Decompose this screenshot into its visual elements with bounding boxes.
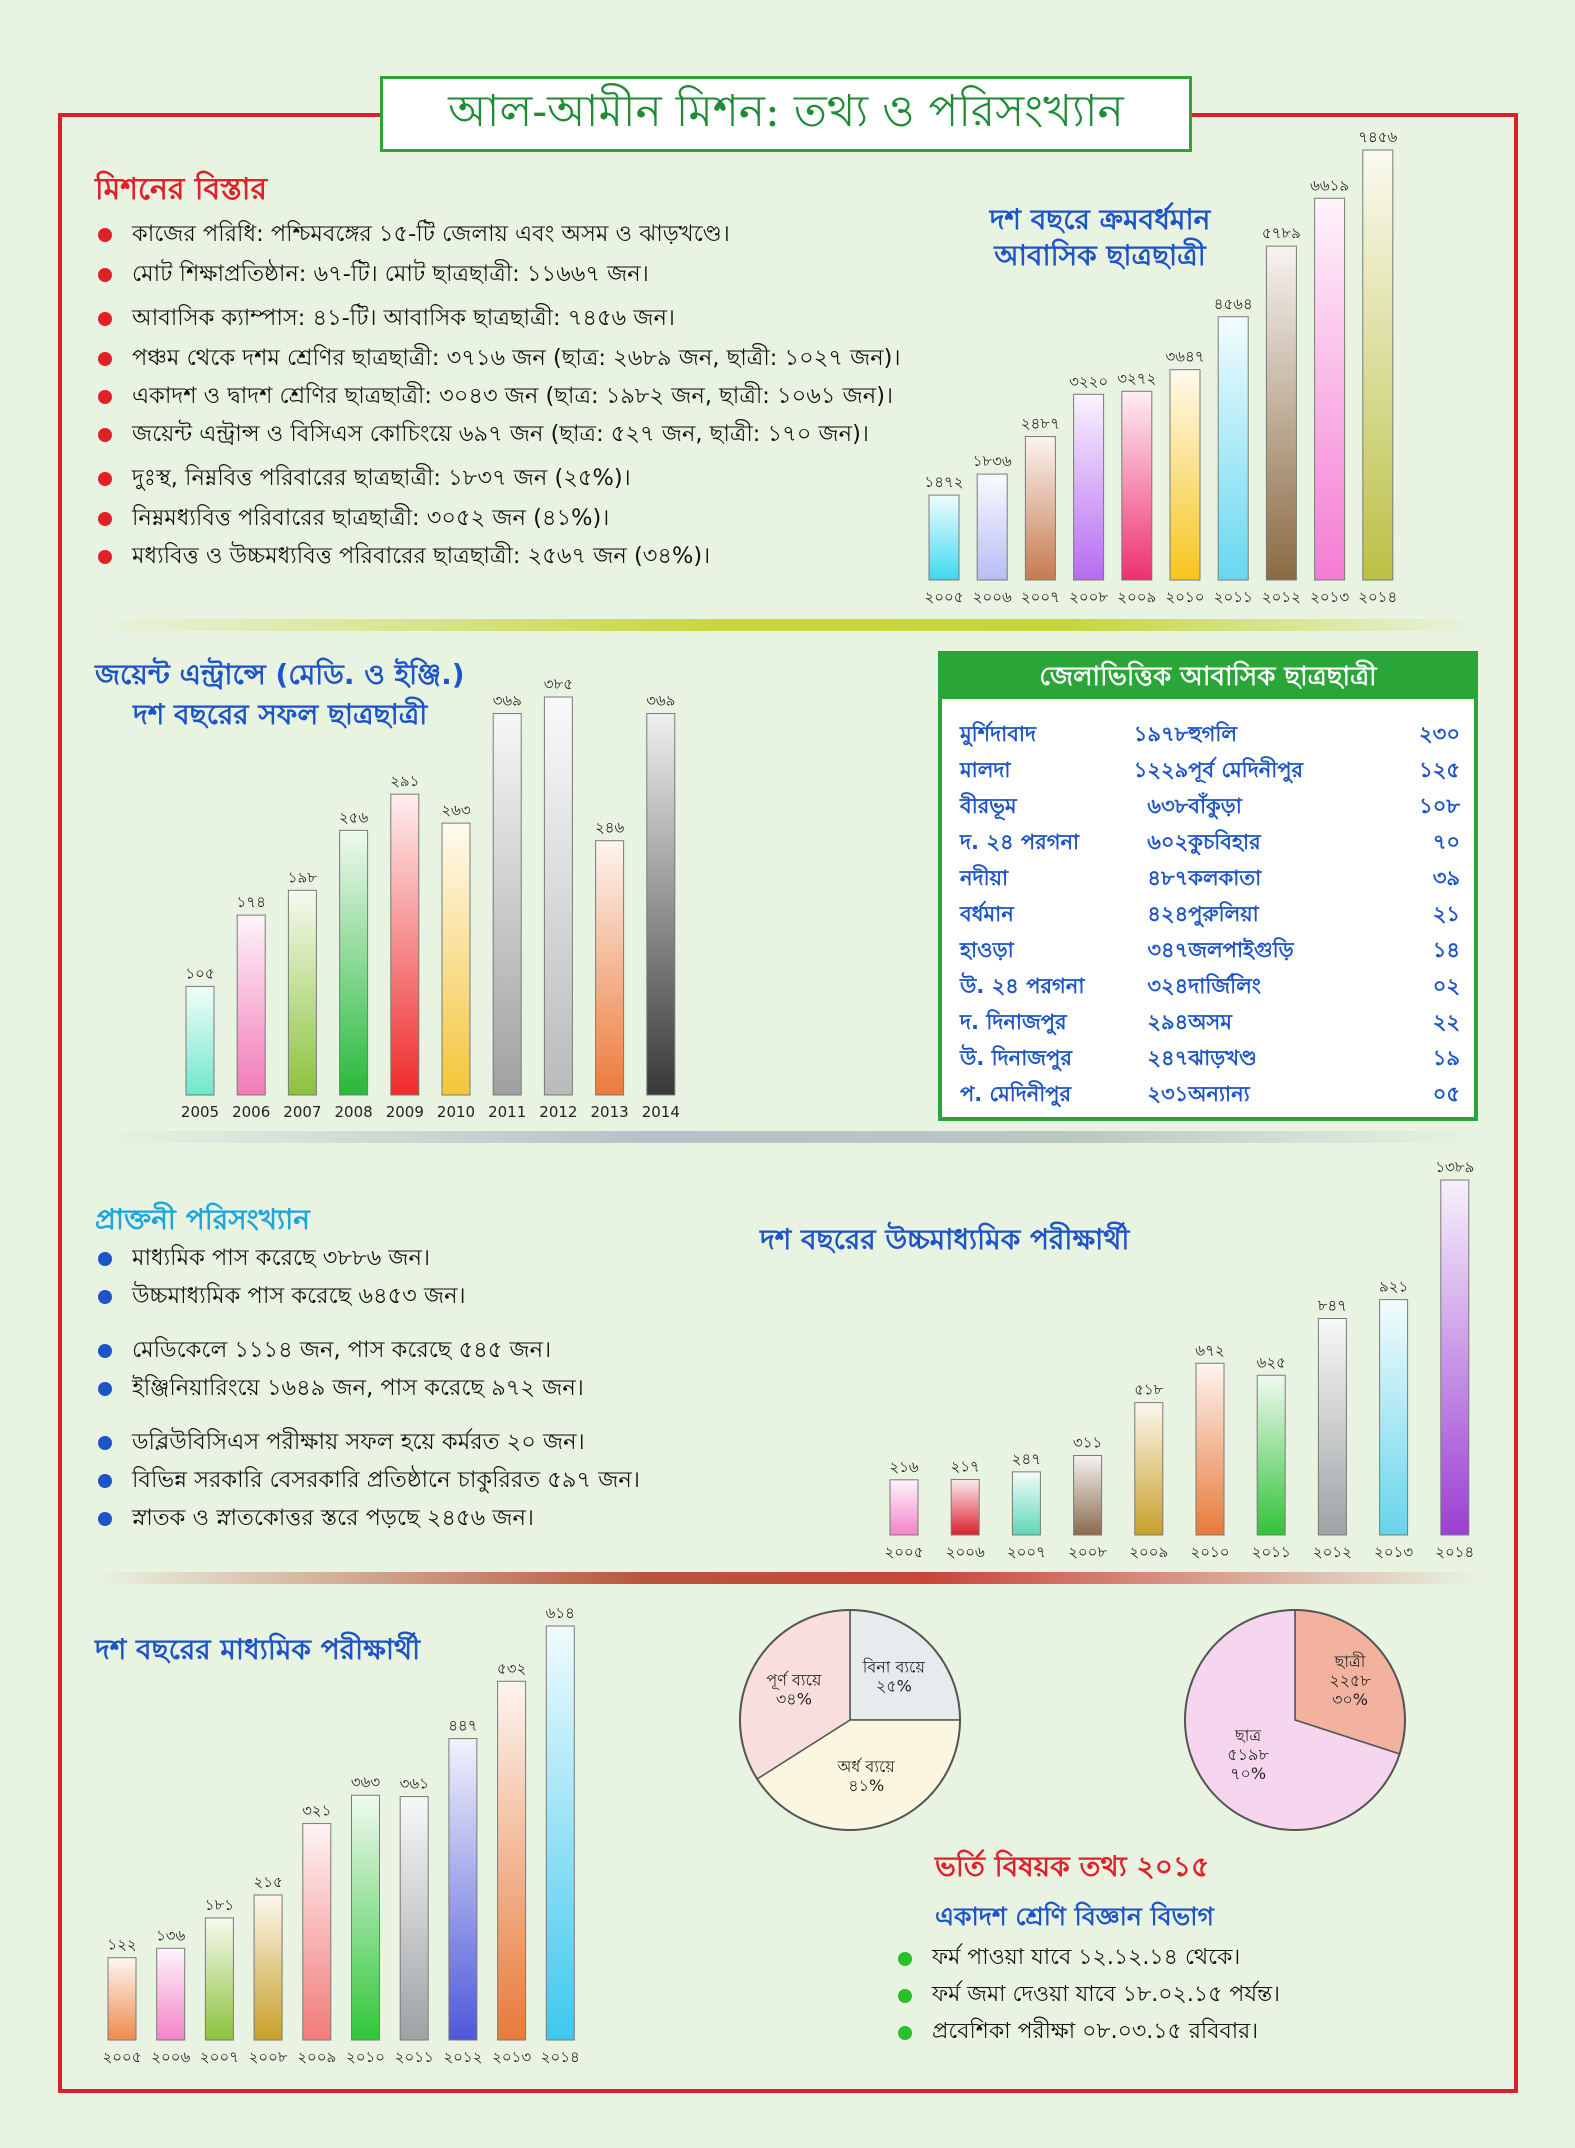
district-name: বর্ধমান	[960, 901, 1014, 926]
district-count: ৩২৪	[1147, 973, 1189, 998]
pie-slice-label: ৫১৯৮	[1227, 1745, 1269, 1765]
bar	[449, 1739, 477, 2040]
pie-slice-label: ছাত্রী	[1334, 1652, 1366, 1672]
alumni-item: মাধ্যমিক পাস করেছে ৩৮৮৬ জন।	[98, 1240, 640, 1278]
bar-value-label: ৬৭২	[1195, 1341, 1225, 1360]
bar-value-label: ৬২৫	[1256, 1353, 1286, 1372]
district-count: ১০৮	[1419, 793, 1460, 818]
x-tick-label: ২০০৬	[972, 588, 1012, 606]
expansion-item: জয়েন্ট এন্ট্রান্স ও বিসিএস কোচিংয়ে ৬৯৭ জন (ছাত্র: ৫২৭ জন, ছাত্রী: ১৭০ জন)।	[98, 416, 901, 460]
divider-1	[95, 619, 1480, 631]
district-count: ০৫	[1432, 1081, 1460, 1106]
bar-value-label: ৪৪৭	[448, 1716, 478, 1735]
district-row	[960, 753, 1460, 789]
district-name: অন্যান্য	[1188, 1081, 1250, 1106]
bar-value-label: ৪৫৬৪	[1213, 294, 1253, 313]
x-tick-label: ২০১১	[1213, 588, 1253, 606]
district-name: কুচবিহার	[1188, 829, 1261, 854]
x-tick-label: ২০০৭	[1006, 1543, 1046, 1561]
bar-value-label: ৩২১	[302, 1801, 332, 1820]
x-tick-label: ২০০৮	[1068, 1543, 1108, 1561]
district-name: ঝাড়খণ্ড	[1188, 1045, 1257, 1070]
expansion-item: মধ্যবিত্ত ও উচ্চমধ্যবিত্ত পরিবারের ছাত্রছাত্রী: ২৫৬৭ জন (৩৪%)।	[98, 538, 901, 576]
bar-value-label: ২৪৭	[1011, 1449, 1042, 1468]
bar-value-label: ২৬৩	[441, 801, 471, 820]
fees-pie-chart	[730, 1600, 970, 1840]
district-box	[938, 651, 1478, 1121]
joint-title-line-1: জয়েন্ট এন্ট্রান্সে (মেডি. ও ইঞ্জি.)	[95, 658, 465, 691]
district-count: ৬৩৮	[1147, 793, 1189, 818]
pie-slice-label: ৭০%	[1230, 1764, 1267, 1784]
district-heading: জেলাভিত্তিক আবাসিক ছাত্রছাত্রী	[942, 655, 1474, 699]
bar-value-label: ৫৩২	[496, 1659, 527, 1678]
bar	[1266, 246, 1296, 580]
expansion-item: কাজের পরিধি: পশ্চিমবঙ্গের ১৫-টি জেলায় এবং অসম ও ঝাড়খণ্ডে।	[98, 216, 901, 256]
district-row	[960, 1005, 1460, 1041]
residential-title-line-1: দশ বছরে ক্রমবর্ধমান	[989, 203, 1211, 236]
district-count: ১৯	[1432, 1045, 1460, 1070]
pie-slice-label: ৩৪%	[775, 1689, 812, 1709]
bar-value-label: ২১৬	[889, 1457, 919, 1476]
x-tick-label: ২০১১	[394, 2048, 434, 2066]
expansion-item: নিম্নমধ্যবিত্ত পরিবারের ছাত্রছাত্রী: ৩০৫২ জন (৪১%)।	[98, 500, 901, 538]
alumni-list	[98, 1240, 640, 1538]
bar	[1218, 317, 1248, 580]
x-tick-label: ২০১৩	[1310, 588, 1350, 606]
district-count: ১২৫	[1419, 757, 1460, 782]
bar-value-label: ৩২২০	[1069, 372, 1109, 391]
alumni-heading: প্রাক্তনী পরিসংখ্যান	[95, 1203, 310, 1236]
district-row	[960, 969, 1460, 1005]
bar	[544, 697, 572, 1095]
pie-slice-label: ছাত্র	[1235, 1726, 1262, 1746]
bar-value-label: ২৫৬	[338, 808, 369, 827]
x-tick-label: ২০১০	[346, 2048, 385, 2066]
alumni-item: বিভিন্ন সরকারি বেসরকারি প্রতিষ্ঠানে চাকুরিরত ৫৯৭ জন।	[98, 1462, 640, 1500]
bar	[1074, 1456, 1102, 1535]
bar-value-label: ৭৪৫৬	[1358, 128, 1398, 146]
district-count: ০২	[1432, 973, 1460, 998]
page-title: আল-আমীন মিশন: তথ্য ও পরিসংখ্যান	[448, 85, 1124, 137]
bar	[186, 986, 214, 1095]
divider-2	[95, 1131, 1480, 1143]
bar-value-label: ৯২১	[1378, 1277, 1409, 1296]
bar	[977, 474, 1007, 580]
bar	[647, 714, 675, 1095]
district-name: বীরভূম	[960, 793, 1017, 818]
district-name: নদীয়া	[960, 865, 1009, 890]
bar-value-label: ৩৬৯	[646, 691, 676, 710]
x-tick-label: ২০০৫	[884, 1543, 924, 1561]
bar	[303, 1824, 331, 2040]
district-count: ২৪৭	[1147, 1045, 1189, 1070]
district-name: মুর্শিদাবাদ	[960, 721, 1037, 746]
district-count: ৩৪৭	[1147, 937, 1189, 962]
x-tick-label: ২০০৫	[924, 588, 964, 606]
x-tick-label: ২০০৯	[1129, 1543, 1169, 1561]
bar	[1257, 1375, 1285, 1535]
district-name: দার্জিলিং	[1188, 973, 1261, 998]
bar	[1170, 370, 1200, 580]
residential-title-line-2: আবাসিক ছাত্রছাত্রী	[994, 239, 1206, 272]
district-count: ২১	[1432, 901, 1460, 926]
bar-value-label: ৮৪৭	[1317, 1296, 1348, 1315]
x-tick-label: ২০১৩	[492, 2048, 532, 2066]
bar	[157, 1948, 185, 2040]
bar-value-label: ১৩৬	[156, 1926, 186, 1945]
x-tick-label: ২০১৪	[540, 2048, 580, 2066]
bar-value-label: ২৯১	[390, 772, 420, 791]
bar	[1363, 150, 1393, 580]
bar	[400, 1797, 428, 2040]
x-tick-label: 2014	[641, 1103, 680, 1121]
district-row	[960, 825, 1460, 861]
pie-slice-label: ৩০%	[1332, 1690, 1369, 1710]
district-row	[960, 1077, 1460, 1113]
district-name: কলকাতা	[1188, 865, 1262, 890]
bar	[929, 495, 959, 580]
alumni-item: স্নাতক ও স্নাতকোত্তর স্তরে পড়ছে ২৪৫৬ জন।	[98, 1500, 640, 1538]
district-count: ৬০২	[1147, 829, 1189, 854]
alumni-item: মেডিকেলে ১১১৪ জন, পাস করেছে ৫৪৫ জন।	[98, 1332, 640, 1370]
bar	[596, 841, 624, 1095]
expansion-item: মোট শিক্ষাপ্রতিষ্ঠান: ৬৭-টি। মোট ছাত্রছাত্রী: ১১৬৬৭ জন।	[98, 256, 901, 300]
bar	[237, 915, 265, 1095]
x-tick-label: ২০১২	[443, 2048, 483, 2066]
x-tick-label: 2011	[488, 1103, 527, 1121]
x-tick-label: ২০০৬	[151, 2048, 191, 2066]
x-tick-label: 2008	[334, 1103, 373, 1121]
district-count: ৩৯	[1432, 865, 1460, 890]
district-name: জলপাইগুড়ি	[1188, 937, 1294, 962]
bar-value-label: ২১৫	[253, 1873, 283, 1892]
district-count: ৪২৪	[1147, 901, 1189, 926]
bar	[205, 1918, 233, 2040]
x-tick-label: 2007	[283, 1103, 322, 1121]
admission-list	[898, 1940, 1280, 2051]
bar-value-label: ৩৬৩	[350, 1773, 381, 1792]
bar-value-label: ৩৬৯	[492, 691, 522, 710]
district-name: অসম	[1188, 1009, 1232, 1034]
bar-value-label: ১৪৭২	[924, 473, 964, 492]
district-row	[960, 1041, 1460, 1077]
bar	[1315, 198, 1345, 580]
bar	[254, 1895, 282, 2040]
bar-value-label: ১০৫	[185, 964, 215, 983]
x-tick-label: ২০১২	[1312, 1543, 1352, 1561]
x-tick-label: ২০০৬	[945, 1543, 985, 1561]
district-row	[960, 789, 1460, 825]
district-count: ১৯৭৮	[1133, 721, 1189, 746]
bar	[1318, 1319, 1346, 1535]
district-name: উ. ২৪ পরগনা	[960, 973, 1085, 998]
district-count: ৭০	[1432, 829, 1460, 854]
bar-value-label: ১২২	[107, 1935, 137, 1954]
district-name: মালদা	[960, 757, 1011, 782]
district-name: বাঁকুড়া	[1188, 793, 1242, 818]
district-name: পুরুলিয়া	[1188, 901, 1259, 926]
x-tick-label: ২০০৭	[199, 2048, 239, 2066]
district-row	[960, 897, 1460, 933]
x-tick-label: 2013	[590, 1103, 629, 1121]
expansion-list	[98, 216, 901, 576]
district-row	[960, 717, 1460, 753]
joint-entrance-chart	[160, 665, 760, 1135]
x-tick-label: ২০১০	[1165, 588, 1205, 606]
admission-subtitle: একাদশ শ্রেণি বিজ্ঞান বিভাগ	[935, 1902, 1214, 1931]
bar-value-label: ১৩৮৯	[1435, 1158, 1475, 1176]
bar-value-label: ২৪৬	[594, 818, 625, 837]
x-tick-label: 2005	[180, 1103, 220, 1121]
district-name: হুগলি	[1188, 721, 1238, 746]
bar	[1441, 1180, 1469, 1535]
bar	[1196, 1363, 1224, 1535]
bar	[340, 830, 368, 1095]
district-count: ১২২৯	[1133, 757, 1189, 782]
district-name: প. মেদিনীপুর	[960, 1081, 1072, 1106]
bar	[493, 714, 521, 1095]
expansion-item: একাদশ ও দ্বাদশ শ্রেণির ছাত্রছাত্রী: ৩০৪৩ জন (ছাত্র: ১৯৮২ জন, ছাত্রী: ১০৬১ জন)।	[98, 378, 901, 416]
pie-slice-label: ২৫%	[875, 1676, 912, 1696]
bar	[442, 823, 470, 1095]
bar	[108, 1958, 136, 2040]
admission-item: ফর্ম পাওয়া যাবে ১২.১২.১৪ থেকে।	[898, 1940, 1280, 1977]
bar-value-label: ৫৭৮৯	[1261, 224, 1301, 243]
district-row	[960, 933, 1460, 969]
joint-title-line-2: দশ বছরের সফল ছাত্রছাত্রী	[133, 698, 428, 731]
pie-slice-label: অর্ধ ব্যয়ে	[837, 1757, 895, 1777]
x-tick-label: ২০০৭	[1020, 588, 1060, 606]
secondary-chart-title: দশ বছরের মাধ্যমিক পরীক্ষার্থী	[95, 1633, 421, 1666]
x-tick-label: ২০০৯	[297, 2048, 337, 2066]
bar	[1380, 1300, 1408, 1535]
bar	[951, 1480, 979, 1535]
bar-value-label: ১৮১	[204, 1895, 235, 1914]
x-tick-label: 2006	[232, 1103, 271, 1121]
bar-value-label: ২৪৮৭	[1020, 414, 1060, 433]
bar	[1025, 437, 1055, 580]
x-tick-label: ২০১০	[1190, 1543, 1230, 1561]
alumni-item: ডব্লিউবিসিএস পরীক্ষায় সফল হয়ে কর্মরত ২০ জন।	[98, 1424, 640, 1462]
bar	[352, 1795, 380, 2040]
bar-value-label: ৩২৭২	[1117, 369, 1157, 388]
district-count: ২৩১	[1147, 1081, 1189, 1106]
district-count: ১৪	[1432, 937, 1460, 962]
admission-item: প্রবেশিকা পরীক্ষা ০৮.০৩.১৫ রবিবার।	[898, 2014, 1280, 2051]
x-tick-label: ২০০৮	[1069, 588, 1109, 606]
expansion-item: আবাসিক ক্যাম্পাস: ৪১-টি। আবাসিক ছাত্রছাত্রী: ৭৪৫৬ জন।	[98, 300, 901, 340]
bar	[288, 890, 316, 1095]
bar	[1012, 1472, 1040, 1535]
bar-value-label: ৩৬৪৭	[1165, 347, 1205, 366]
bar	[391, 794, 419, 1095]
x-tick-label: ২০১৩	[1374, 1543, 1414, 1561]
bar-value-label: ৬৬১৯	[1310, 176, 1350, 195]
district-table	[960, 717, 1460, 1113]
x-tick-label: 2012	[539, 1103, 578, 1121]
pie-slice-label: পূর্ণ ব্যয়ে	[766, 1670, 822, 1690]
bar-value-label: ৩৮৫	[543, 675, 574, 693]
bar	[1135, 1403, 1163, 1535]
x-tick-label: ২০১১	[1251, 1543, 1291, 1561]
bar-value-label: ১৭৪	[236, 893, 266, 912]
district-name: পূর্ব মেদিনীপুর	[1188, 757, 1304, 782]
district-name: দ. ২৪ পরগনা	[960, 829, 1080, 854]
bar-value-label: ৩১১	[1072, 1433, 1103, 1452]
bar-value-label: ৬১৪	[545, 1604, 575, 1622]
pie-slice-label: বিনা ব্যয়ে	[862, 1657, 925, 1677]
bar	[1122, 391, 1152, 580]
bar-value-label: ১৮৩৬	[972, 452, 1012, 471]
x-tick-label: ২০১৪	[1435, 1543, 1475, 1561]
bar-value-label: ১৯৮	[287, 868, 318, 887]
x-tick-label: 2009	[385, 1103, 424, 1121]
bar	[546, 1626, 574, 2040]
admission-title: ভর্তি বিষয়ক তথ্য ২০১৫	[935, 1850, 1210, 1883]
divider-3	[95, 1572, 1480, 1584]
x-tick-label: ২০০৮	[248, 2048, 288, 2066]
bar-value-label: ৩৬১	[399, 1774, 429, 1793]
admission-item: ফর্ম জমা দেওয়া যাবে ১৮.০২.১৫ পর্যন্ত।	[898, 1977, 1280, 2014]
hs-chart-title: দশ বছরের উচ্চমাধ্যমিক পরীক্ষার্থী	[760, 1223, 1130, 1256]
expansion-item: পঞ্চম থেকে দশম শ্রেণির ছাত্রছাত্রী: ৩৭১৬ জন (ছাত্র: ২৬৮৯ জন, ছাত্রী: ১০২৭ জন)।	[98, 340, 901, 378]
district-count: ২৯৪	[1147, 1009, 1189, 1034]
bar-value-label: ২১৭	[950, 1457, 980, 1476]
pie-slice-label: ৪১%	[848, 1776, 885, 1796]
x-tick-label: ২০০৫	[102, 2048, 142, 2066]
residential-chart	[915, 120, 1495, 610]
expansion-heading: মিশনের বিস্তার	[95, 172, 267, 207]
alumni-item: উচ্চমাধ্যমিক পাস করেছে ৬৪৫৩ জন।	[98, 1278, 640, 1332]
bar-value-label: ৫১৮	[1134, 1380, 1164, 1399]
higher-secondary-chart	[870, 1150, 1490, 1570]
district-name: দ. দিনাজপুর	[960, 1009, 1067, 1034]
district-name: উ. দিনাজপুর	[960, 1045, 1072, 1070]
bar	[1074, 394, 1104, 580]
district-count: ২২	[1432, 1009, 1460, 1034]
district-name: হাওড়া	[960, 937, 1014, 962]
bar	[890, 1480, 918, 1535]
x-tick-label: ২০১২	[1261, 588, 1301, 606]
bar	[498, 1681, 526, 2040]
pie-slice-label: ২২৫৮	[1329, 1671, 1371, 1691]
secondary-chart	[90, 1600, 690, 2070]
alumni-item: ইঞ্জিনিয়ারিংয়ে ১৬৪৯ জন, পাস করেছে ৯৭২ জন।	[98, 1370, 640, 1424]
expansion-item: দুঃস্থ, নিম্নবিত্ত পরিবারের ছাত্রছাত্রী: ১৮৩৭ জন (২৫%)।	[98, 460, 901, 500]
x-tick-label: ২০১৪	[1358, 588, 1398, 606]
district-row	[960, 861, 1460, 897]
x-tick-label: ২০০৯	[1117, 588, 1157, 606]
district-count: ২৩০	[1419, 721, 1460, 746]
district-count: ৪৮৭	[1147, 865, 1189, 890]
x-tick-label: 2010	[436, 1103, 476, 1121]
gender-pie-chart	[1175, 1600, 1415, 1840]
